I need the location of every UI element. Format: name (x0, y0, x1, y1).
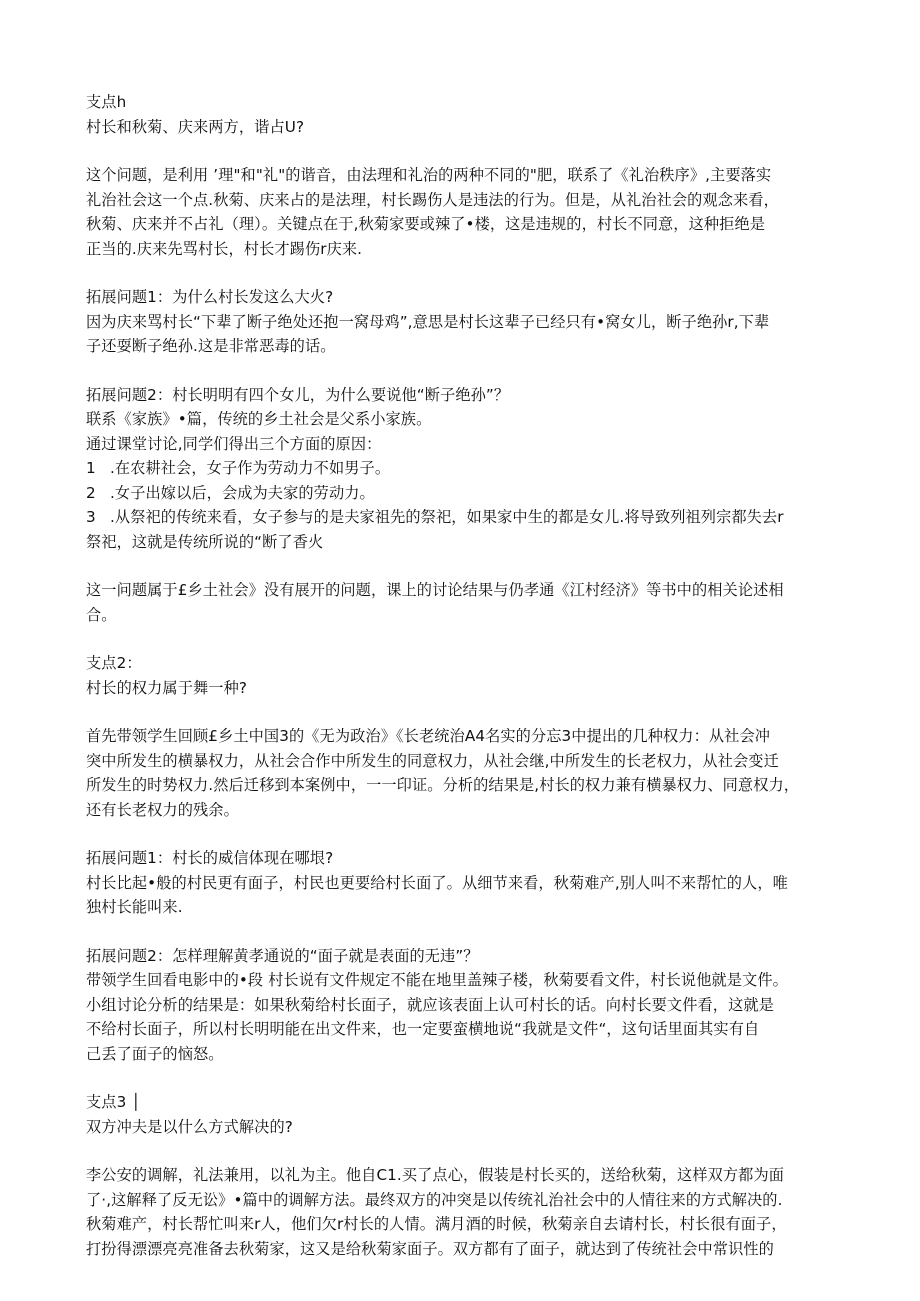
text-line: 合。 (86, 605, 117, 624)
paragraph-gap (86, 359, 866, 383)
paragraph-gap (86, 139, 866, 163)
text-line: 独村长能叫来. (86, 898, 183, 916)
paragraph-gap (86, 920, 866, 944)
text-line: 首先带领学生回顾£乡土中国3的《无为政治》《长老统治A4名实的分忘3中提出的几种权力：从社会冲 (86, 727, 771, 745)
text-line: 秋菊、庆来并不占礼（理）。关键点在于,秋菊家要或辣了•楼，这是违规的，村长不同意，这种拒绝是 (86, 215, 766, 233)
text-line: 拓展问题1：村长的威信体现在哪垠? (86, 849, 334, 867)
paragraph-gap (86, 822, 866, 846)
text-line: 支点3 │ (86, 1093, 141, 1111)
text-line: 李公安的调解，礼法兼用，以礼为主。他自C1.买了点心，假装是村长买的，送给秋菊，这样双方都为面 (86, 1166, 785, 1184)
list-text (110, 456, 390, 481)
list-number: 2 (86, 483, 96, 502)
paragraph (86, 846, 866, 920)
document-page (86, 90, 866, 1261)
list-number: 3 (86, 508, 96, 526)
text-line: .在农耕社会，女子作为劳动力不如男子。 (110, 459, 391, 477)
text-line: 通过课堂讨论,同学们得出三个方面的原因： (86, 434, 382, 453)
text-line: 村长的权力属于舞一种? (86, 678, 248, 697)
text-line: 联系《家族》•篇，传统的乡土社会是父系小家族。 (86, 410, 432, 428)
text-line: 秋菊难产，村长帮忙叫来r人，他们欠r村长的人情。满月酒的时候，秋菊亲自去请村长，村长很有面子， (86, 1215, 787, 1233)
paragraph (86, 90, 866, 139)
text-line: 子还耍断子绝孙.这是非常恶毒的话。 (86, 337, 336, 355)
text-line: 礼治社会这一个点.秋菊、庆来占的是法理，村长踢伤人是违法的行为。但是，从礼治社会的观念来看， (86, 190, 779, 209)
paragraph (86, 383, 866, 555)
paragraph (86, 285, 866, 359)
text-line: 了·,这解释了反无讼》•篇中的调解方法。最终双方的冲突是以传统礼治社会中的人情往来的方式解决的. (86, 1190, 783, 1209)
paragraph-gap (86, 261, 866, 285)
paragraph-gap (86, 554, 866, 578)
list-number: 1 (86, 459, 96, 477)
text-line: 拓展问题1：为什么村长发这么大火? (86, 288, 334, 306)
text-line: 所发生的时势权力.然后迁移到本案例中，一一印证。分析的结果是,村长的权力兼有横暴权力、同意权力， (86, 776, 800, 794)
text-line: 己丢了面子的恼怒。 (86, 1044, 224, 1063)
text-line: 因为庆来骂村长“下辈了断子绝处还抱一窝母鸡”,意思是村长这辈子已经只有•窝女儿，断子绝孙r,下辈 (86, 312, 770, 331)
text-line: 正当的.庆来先骂村长，村长才踢伤r庆来. (86, 239, 363, 258)
text-line: 支点h (86, 93, 127, 111)
paragraph (86, 163, 866, 261)
text-line: 拓展问题2：村长明明有四个女儿，为什么要说他“断子绝孙”？ (86, 385, 510, 404)
paragraph (86, 1163, 866, 1261)
list-item (86, 481, 866, 506)
paragraph (86, 578, 866, 627)
text-line: 不给村长面子，所以村长明明能在出文件来，也一定要蛮横地说“我就是文件“，这句话里面其实有自 (86, 1020, 760, 1038)
text-line: 支点2： (86, 654, 142, 672)
text-line: 双方冲夫是以什么方式解决的? (86, 1117, 293, 1136)
text-line: .从祭祀的传统来看，女子参与的是夫家祖先的祭祀，如果家中生的都是女儿.将导致列祖列宗都失去r (110, 508, 784, 526)
list-item (86, 456, 866, 481)
paragraph-gap (86, 1066, 866, 1090)
paragraph-gap (86, 1139, 866, 1163)
list-text (110, 481, 375, 506)
text-line: 带领学生回看电影中的•段 村长说有文件规定不能在地里盖辣子楼，秋菊要看文件，村长说他就是文件。 (86, 971, 788, 989)
text-line: 还有长老权力的残余。 (86, 800, 239, 819)
text-line: 小组讨论分析的结果是：如果秋菊给村长面子，就应该表面上认可村长的话。向村长要文件看，这就是 (86, 995, 774, 1014)
text-line: 村长比起•般的村民更有面子，村民也更要给村长面了。从细节来看，秋菊难产,别人叫不来帮忙的人，唯 (86, 873, 788, 892)
text-line: 突中所发生的横暴权力，从社会合作中所发生的同意权力，从社会继,中所发生的长老权力，从社会变迁 (86, 751, 779, 770)
list-item (86, 505, 866, 530)
text-line: .女子出嫁以后，会成为夫家的劳动力。 (110, 483, 375, 502)
paragraph-gap (86, 627, 866, 651)
text-line: 打扮得漂漂亮亮准备去秋菊家，这又是给秋菊家面子。双方都有了面子，就达到了传统社会中常识性的 (86, 1239, 774, 1258)
paragraph (86, 944, 866, 1067)
text-line: 这一问题属于£乡土社会》没有展开的问题，课上的讨论结果与仍孝通《江村经济》等书中的相关论述相 (86, 581, 784, 599)
text-line: 拓展问题2：怎样理解黄孝通说的“面子就是表面的无违”？ (86, 946, 479, 965)
paragraph (86, 651, 866, 700)
paragraph (86, 724, 866, 822)
paragraph (86, 1090, 866, 1139)
paragraph-gap (86, 700, 866, 724)
text-line: 祭祀，这就是传统所说的“断了香火 (86, 532, 324, 551)
list-text (110, 505, 784, 530)
text-line: 村长和秋菊、庆来两方，谐占U? (86, 117, 305, 136)
text-line: 这个问题，是利用 ’理"和"礼"的谐音，由法理和礼治的两种不同的"肥，联系了《礼治秩序》,主要落实 (86, 166, 772, 184)
